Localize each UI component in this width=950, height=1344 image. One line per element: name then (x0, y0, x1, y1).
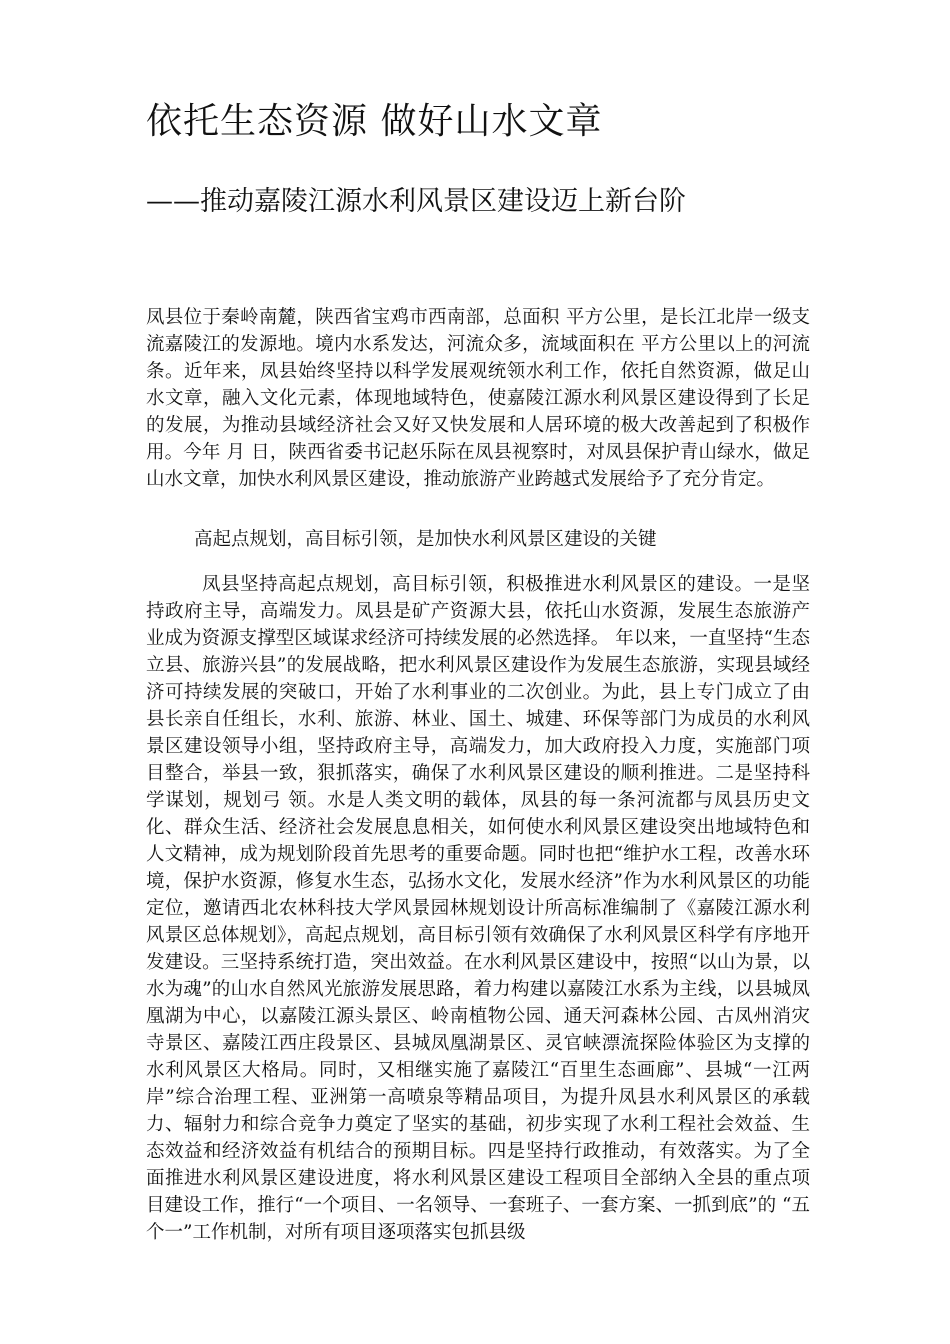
body-paragraph: 凤县坚持高起点规划，高目标引领，积极推进水利风景区的建设。一是坚持政府主导，高端发力。凤县是矿产资源大县，依托山水资源，发展生态旅游产业成为资源支撑型区域谋求经济可持续发展的必然选择。 年以来，一直坚持“生态立县、旅游兴县”的发展战略，把水利风景区建设作为发展生态旅游，实现县域经济可持续发展的突破口，开始了水利事业的二次创业。为此，县上专门成立了由县长亲自任组长，水利、旅游、林业、国土、城建、环保等部门为成员的水利风景区建设领导小组，坚持政府主导，高端发力，加大政府投入力度，实施部门项目整合，举县一致，狠抓落实，确保了水利风景区建设的顺利推进。二是坚持科学谋划，规划弓 领。水是人类文明的载体，凤县的每一条河流都与凤县历史文化、群众生活、经济社会发展息息相关，如何使水利风景区建设突出地域特色和人文精神，成为规划阶段首先思考的重要命题。同时也把“维护水工程，改善水环境，保护水资源，修复水生态，弘扬水文化，发展水经济”作为水利风景区的功能定位，邀请西北农林科技大学风景园林规划设计所高标准编制了《嘉陵江源水利风景区总体规划》，高起点规划，高目标引领有效确保了水利风景区科学有序地开发建设。三坚持系统打造，突出效益。在水利风景区建设中，按照“以山为景，以水为魂”的山水自然风光旅游发展思路，着力构建以嘉陵江水系为主线，以县城凤凰湖为中心，以嘉陵江源头景区、岭南植物公园、通天河森林公园、古凤州消灾寺景区、嘉陵江西庄段景区、县城凤凰湖景区、灵官峡漂流探险体验区为支撑的水利风景区大格局。同时，又相继实施了嘉陵江“百里生态画廊”、县城“一江两岸”综合治理工程、亚洲第一高喷泉等精品项目，为提升凤县水利风景区的承载力、辐射力和综合竞争力奠定了坚实的基础，初步实现了水利工程社会效益、生态效益和经济效益有机结合的预期目标。四是坚持行政推动，有效落实。为了全面推进水利风景区建设进度，将水利风景区建设工程项目全部纳入全县的重点项目建设工作，推行“一个项目、一名领导、一套班子、一套方案、一抓到底”的 “五个一”工作机制，对所有项目逐项落实包抓县级 (146, 574, 810, 1243)
section-heading: 高起点规划，高目标引领，是加快水利风景区建设的关键 (194, 529, 657, 550)
intro-paragraph: 凤县位于秦岭南麓，陕西省宝鸡市西南部，总面积 平方公里，是长江北岸一级支流嘉陵江的发源地。境内水系发达，河流众多，流域面积在 平方公里以上的河流 条。近年来，凤县始终坚持以科学发展观统领水利工作，依托自然资源，做足山水文章，融入文化元素，体现地域特色，使嘉陵江源水利风景区建设得到了长足的发展，为推动县域经济社会又好又快发展和人居环境的极大改善起到了积极作用。今年 月 日，陕西省委书记赵乐际在凤县视察时，对凤县保护青山绿水，做足山水文章，加快水利风景区建设，推动旅游产业跨越式发展给予了充分肯定。 (146, 307, 810, 490)
document-subtitle: ——推动嘉陵江源水利风景区建设迈上新台阶 (146, 186, 686, 217)
document-title: 依托生态资源 做好山水文章 (146, 101, 603, 142)
